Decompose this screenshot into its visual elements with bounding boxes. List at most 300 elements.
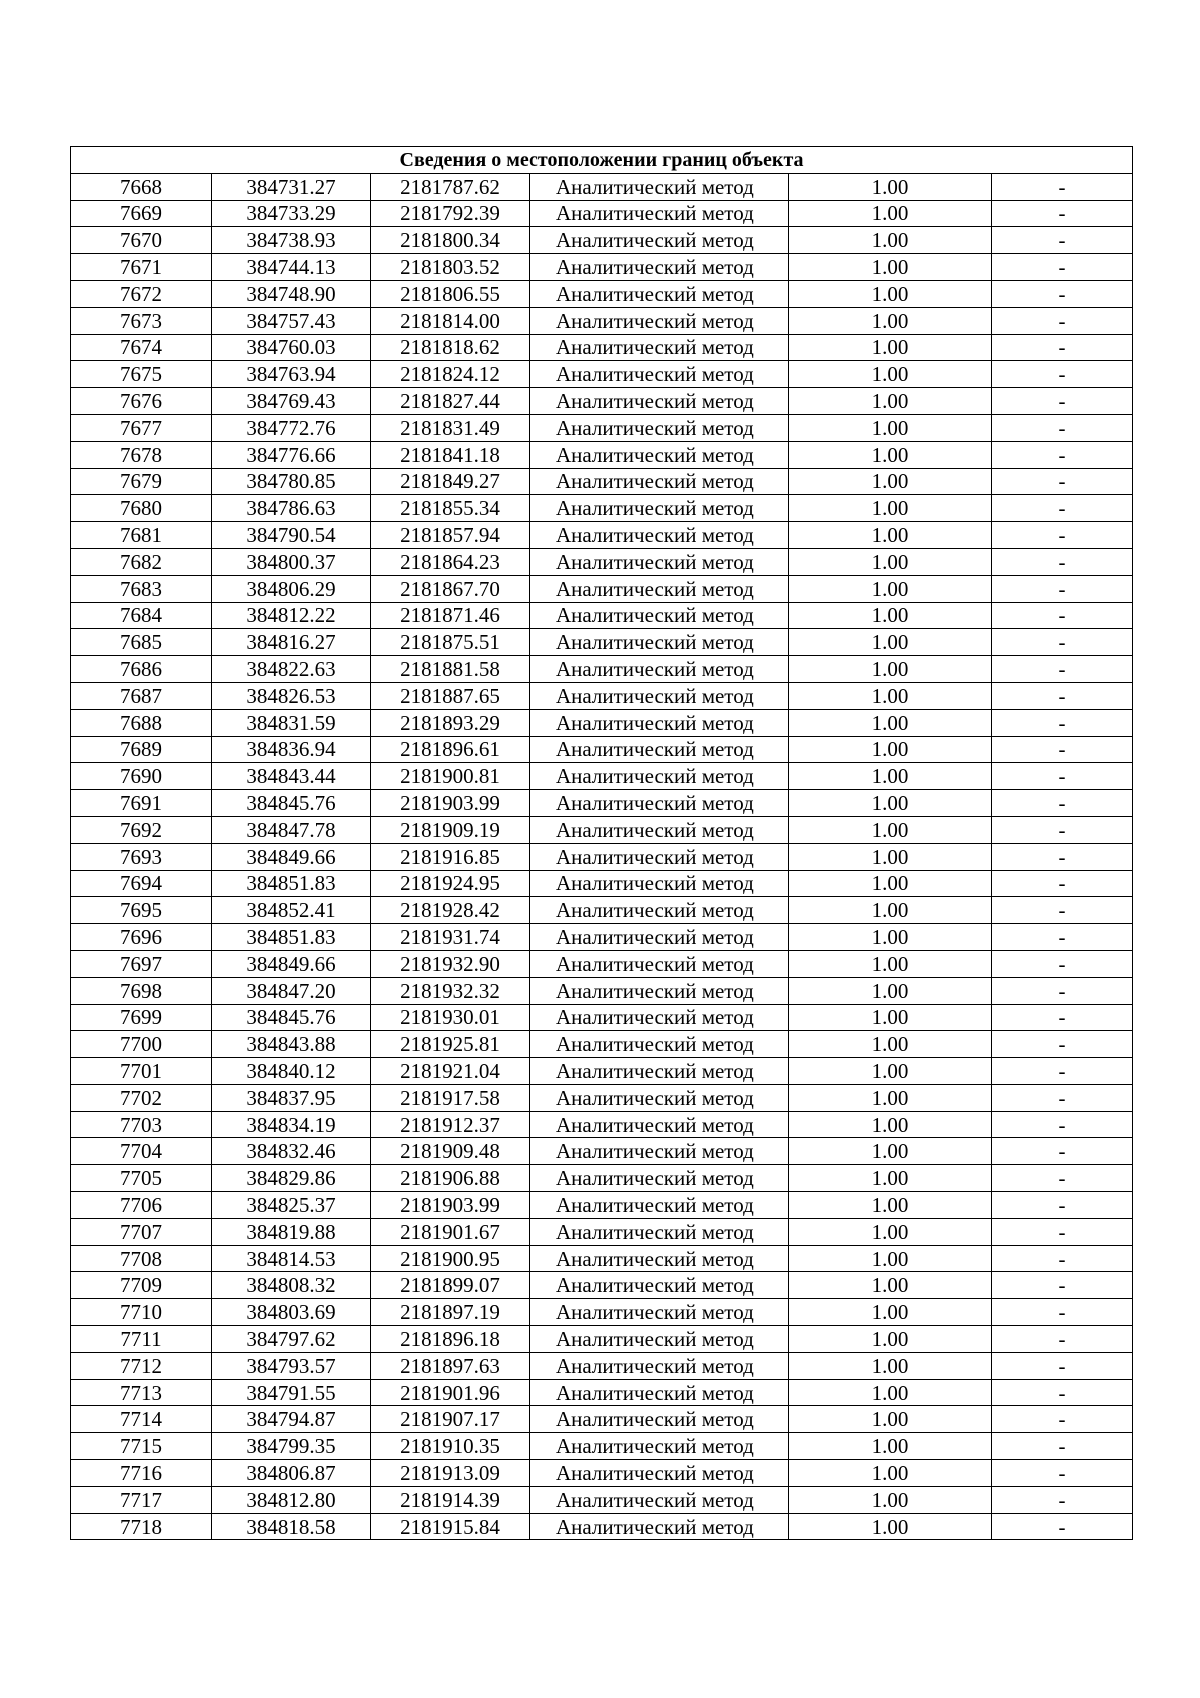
point-number-cell: 7685 bbox=[71, 629, 212, 656]
x-coordinate-cell: 384733.29 bbox=[212, 200, 371, 227]
y-coordinate-cell: 2181814.00 bbox=[371, 307, 530, 334]
description-cell: - bbox=[992, 1406, 1133, 1433]
description-cell: - bbox=[992, 1058, 1133, 1085]
x-coordinate-cell: 384819.88 bbox=[212, 1218, 371, 1245]
x-coordinate-cell: 384829.86 bbox=[212, 1165, 371, 1192]
y-coordinate-cell: 2181867.70 bbox=[371, 575, 530, 602]
method-cell: Аналитический метод bbox=[530, 1245, 789, 1272]
y-coordinate-cell: 2181930.01 bbox=[371, 1004, 530, 1031]
method-cell: Аналитический метод bbox=[530, 897, 789, 924]
x-coordinate-cell: 384806.87 bbox=[212, 1460, 371, 1487]
method-cell: Аналитический метод bbox=[530, 1058, 789, 1085]
point-number-cell: 7714 bbox=[71, 1406, 212, 1433]
point-number-cell: 7716 bbox=[71, 1460, 212, 1487]
x-coordinate-cell: 384816.27 bbox=[212, 629, 371, 656]
y-coordinate-cell: 2181824.12 bbox=[371, 361, 530, 388]
x-coordinate-cell: 384831.59 bbox=[212, 709, 371, 736]
description-cell: - bbox=[992, 602, 1133, 629]
method-cell: Аналитический метод bbox=[530, 227, 789, 254]
y-coordinate-cell: 2181897.19 bbox=[371, 1299, 530, 1326]
accuracy-cell: 1.00 bbox=[789, 254, 992, 281]
point-number-cell: 7676 bbox=[71, 388, 212, 415]
method-cell: Аналитический метод bbox=[530, 602, 789, 629]
accuracy-cell: 1.00 bbox=[789, 897, 992, 924]
table-row bbox=[71, 816, 1133, 843]
table-row bbox=[71, 441, 1133, 468]
y-coordinate-cell: 2181881.58 bbox=[371, 656, 530, 683]
accuracy-cell: 1.00 bbox=[789, 1433, 992, 1460]
description-cell: - bbox=[992, 200, 1133, 227]
method-cell: Аналитический метод bbox=[530, 1460, 789, 1487]
accuracy-cell: 1.00 bbox=[789, 843, 992, 870]
table-row bbox=[71, 1031, 1133, 1058]
table-title-row bbox=[71, 147, 1133, 174]
table-row bbox=[71, 682, 1133, 709]
table-row bbox=[71, 1138, 1133, 1165]
method-cell: Аналитический метод bbox=[530, 388, 789, 415]
point-number-cell: 7672 bbox=[71, 280, 212, 307]
y-coordinate-cell: 2181887.65 bbox=[371, 682, 530, 709]
description-cell: - bbox=[992, 870, 1133, 897]
accuracy-cell: 1.00 bbox=[789, 1460, 992, 1487]
accuracy-cell: 1.00 bbox=[789, 1004, 992, 1031]
accuracy-cell: 1.00 bbox=[789, 682, 992, 709]
y-coordinate-cell: 2181841.18 bbox=[371, 441, 530, 468]
description-cell: - bbox=[992, 441, 1133, 468]
y-coordinate-cell: 2181900.81 bbox=[371, 763, 530, 790]
table-row bbox=[71, 1058, 1133, 1085]
y-coordinate-cell: 2181916.85 bbox=[371, 843, 530, 870]
point-number-cell: 7703 bbox=[71, 1111, 212, 1138]
point-number-cell: 7705 bbox=[71, 1165, 212, 1192]
accuracy-cell: 1.00 bbox=[789, 1218, 992, 1245]
method-cell: Аналитический метод bbox=[530, 1138, 789, 1165]
x-coordinate-cell: 384845.76 bbox=[212, 1004, 371, 1031]
description-cell: - bbox=[992, 1111, 1133, 1138]
x-coordinate-cell: 384794.87 bbox=[212, 1406, 371, 1433]
accuracy-cell: 1.00 bbox=[789, 709, 992, 736]
method-cell: Аналитический метод bbox=[530, 736, 789, 763]
y-coordinate-cell: 2181855.34 bbox=[371, 495, 530, 522]
table-row bbox=[71, 495, 1133, 522]
method-cell: Аналитический метод bbox=[530, 334, 789, 361]
point-number-cell: 7668 bbox=[71, 173, 212, 200]
description-cell: - bbox=[992, 254, 1133, 281]
table-row bbox=[71, 843, 1133, 870]
accuracy-cell: 1.00 bbox=[789, 200, 992, 227]
table-title: Сведения о местоположении границ объекта bbox=[71, 147, 1133, 174]
x-coordinate-cell: 384757.43 bbox=[212, 307, 371, 334]
point-number-cell: 7693 bbox=[71, 843, 212, 870]
description-cell: - bbox=[992, 950, 1133, 977]
method-cell: Аналитический метод bbox=[530, 1433, 789, 1460]
accuracy-cell: 1.00 bbox=[789, 816, 992, 843]
description-cell: - bbox=[992, 897, 1133, 924]
y-coordinate-cell: 2181909.19 bbox=[371, 816, 530, 843]
description-cell: - bbox=[992, 334, 1133, 361]
boundary-coordinates-table bbox=[70, 146, 1133, 1540]
point-number-cell: 7702 bbox=[71, 1084, 212, 1111]
x-coordinate-cell: 384791.55 bbox=[212, 1379, 371, 1406]
description-cell: - bbox=[992, 1352, 1133, 1379]
table-row bbox=[71, 950, 1133, 977]
x-coordinate-cell: 384760.03 bbox=[212, 334, 371, 361]
method-cell: Аналитический метод bbox=[530, 307, 789, 334]
table-row bbox=[71, 1326, 1133, 1353]
table-row bbox=[71, 1406, 1133, 1433]
method-cell: Аналитический метод bbox=[530, 656, 789, 683]
table-row bbox=[71, 173, 1133, 200]
table-row bbox=[71, 790, 1133, 817]
y-coordinate-cell: 2181903.99 bbox=[371, 1192, 530, 1219]
description-cell: - bbox=[992, 280, 1133, 307]
point-number-cell: 7679 bbox=[71, 468, 212, 495]
description-cell: - bbox=[992, 977, 1133, 1004]
accuracy-cell: 1.00 bbox=[789, 1486, 992, 1513]
y-coordinate-cell: 2181932.32 bbox=[371, 977, 530, 1004]
description-cell: - bbox=[992, 709, 1133, 736]
description-cell: - bbox=[992, 1004, 1133, 1031]
point-number-cell: 7700 bbox=[71, 1031, 212, 1058]
y-coordinate-cell: 2181806.55 bbox=[371, 280, 530, 307]
y-coordinate-cell: 2181893.29 bbox=[371, 709, 530, 736]
accuracy-cell: 1.00 bbox=[789, 1272, 992, 1299]
y-coordinate-cell: 2181921.04 bbox=[371, 1058, 530, 1085]
point-number-cell: 7677 bbox=[71, 414, 212, 441]
accuracy-cell: 1.00 bbox=[789, 924, 992, 951]
table-row bbox=[71, 1299, 1133, 1326]
x-coordinate-cell: 384780.85 bbox=[212, 468, 371, 495]
description-cell: - bbox=[992, 575, 1133, 602]
description-cell: - bbox=[992, 816, 1133, 843]
description-cell: - bbox=[992, 790, 1133, 817]
table-row bbox=[71, 1245, 1133, 1272]
table-row bbox=[71, 709, 1133, 736]
description-cell: - bbox=[992, 1031, 1133, 1058]
x-coordinate-cell: 384843.44 bbox=[212, 763, 371, 790]
method-cell: Аналитический метод bbox=[530, 280, 789, 307]
y-coordinate-cell: 2181906.88 bbox=[371, 1165, 530, 1192]
point-number-cell: 7707 bbox=[71, 1218, 212, 1245]
point-number-cell: 7715 bbox=[71, 1433, 212, 1460]
accuracy-cell: 1.00 bbox=[789, 602, 992, 629]
y-coordinate-cell: 2181864.23 bbox=[371, 548, 530, 575]
method-cell: Аналитический метод bbox=[530, 870, 789, 897]
accuracy-cell: 1.00 bbox=[789, 361, 992, 388]
description-cell: - bbox=[992, 1272, 1133, 1299]
point-number-cell: 7717 bbox=[71, 1486, 212, 1513]
accuracy-cell: 1.00 bbox=[789, 173, 992, 200]
x-coordinate-cell: 384822.63 bbox=[212, 656, 371, 683]
point-number-cell: 7691 bbox=[71, 790, 212, 817]
x-coordinate-cell: 384849.66 bbox=[212, 843, 371, 870]
description-cell: - bbox=[992, 1379, 1133, 1406]
accuracy-cell: 1.00 bbox=[789, 1406, 992, 1433]
y-coordinate-cell: 2181924.95 bbox=[371, 870, 530, 897]
point-number-cell: 7709 bbox=[71, 1272, 212, 1299]
accuracy-cell: 1.00 bbox=[789, 495, 992, 522]
method-cell: Аналитический метод bbox=[530, 924, 789, 951]
point-number-cell: 7699 bbox=[71, 1004, 212, 1031]
y-coordinate-cell: 2181901.67 bbox=[371, 1218, 530, 1245]
description-cell: - bbox=[992, 227, 1133, 254]
point-number-cell: 7690 bbox=[71, 763, 212, 790]
table-row bbox=[71, 227, 1133, 254]
method-cell: Аналитический метод bbox=[530, 575, 789, 602]
x-coordinate-cell: 384786.63 bbox=[212, 495, 371, 522]
method-cell: Аналитический метод bbox=[530, 1004, 789, 1031]
x-coordinate-cell: 384812.22 bbox=[212, 602, 371, 629]
description-cell: - bbox=[992, 414, 1133, 441]
point-number-cell: 7710 bbox=[71, 1299, 212, 1326]
method-cell: Аналитический метод bbox=[530, 441, 789, 468]
description-cell: - bbox=[992, 1299, 1133, 1326]
table-row bbox=[71, 1379, 1133, 1406]
method-cell: Аналитический метод bbox=[530, 1379, 789, 1406]
y-coordinate-cell: 2181792.39 bbox=[371, 200, 530, 227]
method-cell: Аналитический метод bbox=[530, 790, 789, 817]
x-coordinate-cell: 384808.32 bbox=[212, 1272, 371, 1299]
accuracy-cell: 1.00 bbox=[789, 388, 992, 415]
x-coordinate-cell: 384772.76 bbox=[212, 414, 371, 441]
y-coordinate-cell: 2181875.51 bbox=[371, 629, 530, 656]
point-number-cell: 7687 bbox=[71, 682, 212, 709]
accuracy-cell: 1.00 bbox=[789, 1192, 992, 1219]
table-row bbox=[71, 254, 1133, 281]
method-cell: Аналитический метод bbox=[530, 200, 789, 227]
table-row bbox=[71, 575, 1133, 602]
description-cell: - bbox=[992, 1513, 1133, 1540]
x-coordinate-cell: 384806.29 bbox=[212, 575, 371, 602]
point-number-cell: 7713 bbox=[71, 1379, 212, 1406]
point-number-cell: 7692 bbox=[71, 816, 212, 843]
y-coordinate-cell: 2181800.34 bbox=[371, 227, 530, 254]
description-cell: - bbox=[992, 843, 1133, 870]
x-coordinate-cell: 384790.54 bbox=[212, 522, 371, 549]
table-row bbox=[71, 629, 1133, 656]
y-coordinate-cell: 2181897.63 bbox=[371, 1352, 530, 1379]
x-coordinate-cell: 384834.19 bbox=[212, 1111, 371, 1138]
table-row bbox=[71, 1352, 1133, 1379]
table-row bbox=[71, 1111, 1133, 1138]
x-coordinate-cell: 384852.41 bbox=[212, 897, 371, 924]
method-cell: Аналитический метод bbox=[530, 495, 789, 522]
method-cell: Аналитический метод bbox=[530, 709, 789, 736]
description-cell: - bbox=[992, 1486, 1133, 1513]
method-cell: Аналитический метод bbox=[530, 1486, 789, 1513]
table-row bbox=[71, 736, 1133, 763]
y-coordinate-cell: 2181932.90 bbox=[371, 950, 530, 977]
point-number-cell: 7669 bbox=[71, 200, 212, 227]
table-body bbox=[71, 173, 1133, 1540]
x-coordinate-cell: 384825.37 bbox=[212, 1192, 371, 1219]
x-coordinate-cell: 384748.90 bbox=[212, 280, 371, 307]
table-row bbox=[71, 763, 1133, 790]
description-cell: - bbox=[992, 1326, 1133, 1353]
description-cell: - bbox=[992, 763, 1133, 790]
table-row bbox=[71, 334, 1133, 361]
accuracy-cell: 1.00 bbox=[789, 1299, 992, 1326]
x-coordinate-cell: 384818.58 bbox=[212, 1513, 371, 1540]
x-coordinate-cell: 384731.27 bbox=[212, 173, 371, 200]
accuracy-cell: 1.00 bbox=[789, 1245, 992, 1272]
x-coordinate-cell: 384812.80 bbox=[212, 1486, 371, 1513]
accuracy-cell: 1.00 bbox=[789, 307, 992, 334]
method-cell: Аналитический метод bbox=[530, 1272, 789, 1299]
description-cell: - bbox=[992, 548, 1133, 575]
method-cell: Аналитический метод bbox=[530, 468, 789, 495]
point-number-cell: 7704 bbox=[71, 1138, 212, 1165]
point-number-cell: 7670 bbox=[71, 227, 212, 254]
accuracy-cell: 1.00 bbox=[789, 1084, 992, 1111]
accuracy-cell: 1.00 bbox=[789, 977, 992, 1004]
accuracy-cell: 1.00 bbox=[789, 280, 992, 307]
description-cell: - bbox=[992, 1433, 1133, 1460]
description-cell: - bbox=[992, 388, 1133, 415]
x-coordinate-cell: 384826.53 bbox=[212, 682, 371, 709]
x-coordinate-cell: 384836.94 bbox=[212, 736, 371, 763]
table-row bbox=[71, 414, 1133, 441]
description-cell: - bbox=[992, 924, 1133, 951]
point-number-cell: 7680 bbox=[71, 495, 212, 522]
y-coordinate-cell: 2181913.09 bbox=[371, 1460, 530, 1487]
method-cell: Аналитический метод bbox=[530, 414, 789, 441]
table-row bbox=[71, 924, 1133, 951]
x-coordinate-cell: 384832.46 bbox=[212, 1138, 371, 1165]
y-coordinate-cell: 2181914.39 bbox=[371, 1486, 530, 1513]
table-row bbox=[71, 1218, 1133, 1245]
y-coordinate-cell: 2181896.61 bbox=[371, 736, 530, 763]
table-row bbox=[71, 656, 1133, 683]
x-coordinate-cell: 384847.20 bbox=[212, 977, 371, 1004]
accuracy-cell: 1.00 bbox=[789, 1379, 992, 1406]
x-coordinate-cell: 384803.69 bbox=[212, 1299, 371, 1326]
table-row bbox=[71, 1272, 1133, 1299]
description-cell: - bbox=[992, 1245, 1133, 1272]
table-row bbox=[71, 361, 1133, 388]
y-coordinate-cell: 2181915.84 bbox=[371, 1513, 530, 1540]
point-number-cell: 7671 bbox=[71, 254, 212, 281]
description-cell: - bbox=[992, 656, 1133, 683]
description-cell: - bbox=[992, 1138, 1133, 1165]
accuracy-cell: 1.00 bbox=[789, 1165, 992, 1192]
y-coordinate-cell: 2181909.48 bbox=[371, 1138, 530, 1165]
point-number-cell: 7674 bbox=[71, 334, 212, 361]
x-coordinate-cell: 384843.88 bbox=[212, 1031, 371, 1058]
y-coordinate-cell: 2181912.37 bbox=[371, 1111, 530, 1138]
accuracy-cell: 1.00 bbox=[789, 656, 992, 683]
table-row bbox=[71, 870, 1133, 897]
point-number-cell: 7698 bbox=[71, 977, 212, 1004]
table-row bbox=[71, 1004, 1133, 1031]
y-coordinate-cell: 2181917.58 bbox=[371, 1084, 530, 1111]
y-coordinate-cell: 2181803.52 bbox=[371, 254, 530, 281]
point-number-cell: 7673 bbox=[71, 307, 212, 334]
x-coordinate-cell: 384769.43 bbox=[212, 388, 371, 415]
x-coordinate-cell: 384840.12 bbox=[212, 1058, 371, 1085]
table-row bbox=[71, 280, 1133, 307]
x-coordinate-cell: 384800.37 bbox=[212, 548, 371, 575]
method-cell: Аналитический метод bbox=[530, 548, 789, 575]
point-number-cell: 7712 bbox=[71, 1352, 212, 1379]
point-number-cell: 7684 bbox=[71, 602, 212, 629]
accuracy-cell: 1.00 bbox=[789, 950, 992, 977]
method-cell: Аналитический метод bbox=[530, 1165, 789, 1192]
description-cell: - bbox=[992, 1165, 1133, 1192]
x-coordinate-cell: 384744.13 bbox=[212, 254, 371, 281]
method-cell: Аналитический метод bbox=[530, 1352, 789, 1379]
point-number-cell: 7681 bbox=[71, 522, 212, 549]
method-cell: Аналитический метод bbox=[530, 629, 789, 656]
x-coordinate-cell: 384793.57 bbox=[212, 1352, 371, 1379]
description-cell: - bbox=[992, 173, 1133, 200]
point-number-cell: 7694 bbox=[71, 870, 212, 897]
point-number-cell: 7682 bbox=[71, 548, 212, 575]
table-row bbox=[71, 1513, 1133, 1540]
table-row bbox=[71, 1084, 1133, 1111]
x-coordinate-cell: 384814.53 bbox=[212, 1245, 371, 1272]
point-number-cell: 7718 bbox=[71, 1513, 212, 1540]
table-row bbox=[71, 1460, 1133, 1487]
accuracy-cell: 1.00 bbox=[789, 1031, 992, 1058]
point-number-cell: 7678 bbox=[71, 441, 212, 468]
method-cell: Аналитический метод bbox=[530, 1299, 789, 1326]
table-row bbox=[71, 1433, 1133, 1460]
x-coordinate-cell: 384845.76 bbox=[212, 790, 371, 817]
table-row bbox=[71, 388, 1133, 415]
method-cell: Аналитический метод bbox=[530, 173, 789, 200]
method-cell: Аналитический метод bbox=[530, 254, 789, 281]
point-number-cell: 7695 bbox=[71, 897, 212, 924]
point-number-cell: 7696 bbox=[71, 924, 212, 951]
point-number-cell: 7683 bbox=[71, 575, 212, 602]
point-number-cell: 7697 bbox=[71, 950, 212, 977]
table-row bbox=[71, 1486, 1133, 1513]
accuracy-cell: 1.00 bbox=[789, 1058, 992, 1085]
accuracy-cell: 1.00 bbox=[789, 334, 992, 361]
y-coordinate-cell: 2181849.27 bbox=[371, 468, 530, 495]
accuracy-cell: 1.00 bbox=[789, 522, 992, 549]
accuracy-cell: 1.00 bbox=[789, 1513, 992, 1540]
method-cell: Аналитический метод bbox=[530, 1326, 789, 1353]
method-cell: Аналитический метод bbox=[530, 361, 789, 388]
method-cell: Аналитический метод bbox=[530, 1031, 789, 1058]
accuracy-cell: 1.00 bbox=[789, 629, 992, 656]
x-coordinate-cell: 384799.35 bbox=[212, 1433, 371, 1460]
y-coordinate-cell: 2181787.62 bbox=[371, 173, 530, 200]
method-cell: Аналитический метод bbox=[530, 682, 789, 709]
method-cell: Аналитический метод bbox=[530, 1192, 789, 1219]
description-cell: - bbox=[992, 736, 1133, 763]
accuracy-cell: 1.00 bbox=[789, 441, 992, 468]
y-coordinate-cell: 2181901.96 bbox=[371, 1379, 530, 1406]
y-coordinate-cell: 2181899.07 bbox=[371, 1272, 530, 1299]
accuracy-cell: 1.00 bbox=[789, 790, 992, 817]
y-coordinate-cell: 2181827.44 bbox=[371, 388, 530, 415]
x-coordinate-cell: 384851.83 bbox=[212, 924, 371, 951]
y-coordinate-cell: 2181900.95 bbox=[371, 1245, 530, 1272]
x-coordinate-cell: 384847.78 bbox=[212, 816, 371, 843]
accuracy-cell: 1.00 bbox=[789, 736, 992, 763]
y-coordinate-cell: 2181907.17 bbox=[371, 1406, 530, 1433]
accuracy-cell: 1.00 bbox=[789, 468, 992, 495]
accuracy-cell: 1.00 bbox=[789, 414, 992, 441]
description-cell: - bbox=[992, 1460, 1133, 1487]
table-row bbox=[71, 468, 1133, 495]
y-coordinate-cell: 2181896.18 bbox=[371, 1326, 530, 1353]
y-coordinate-cell: 2181857.94 bbox=[371, 522, 530, 549]
description-cell: - bbox=[992, 629, 1133, 656]
